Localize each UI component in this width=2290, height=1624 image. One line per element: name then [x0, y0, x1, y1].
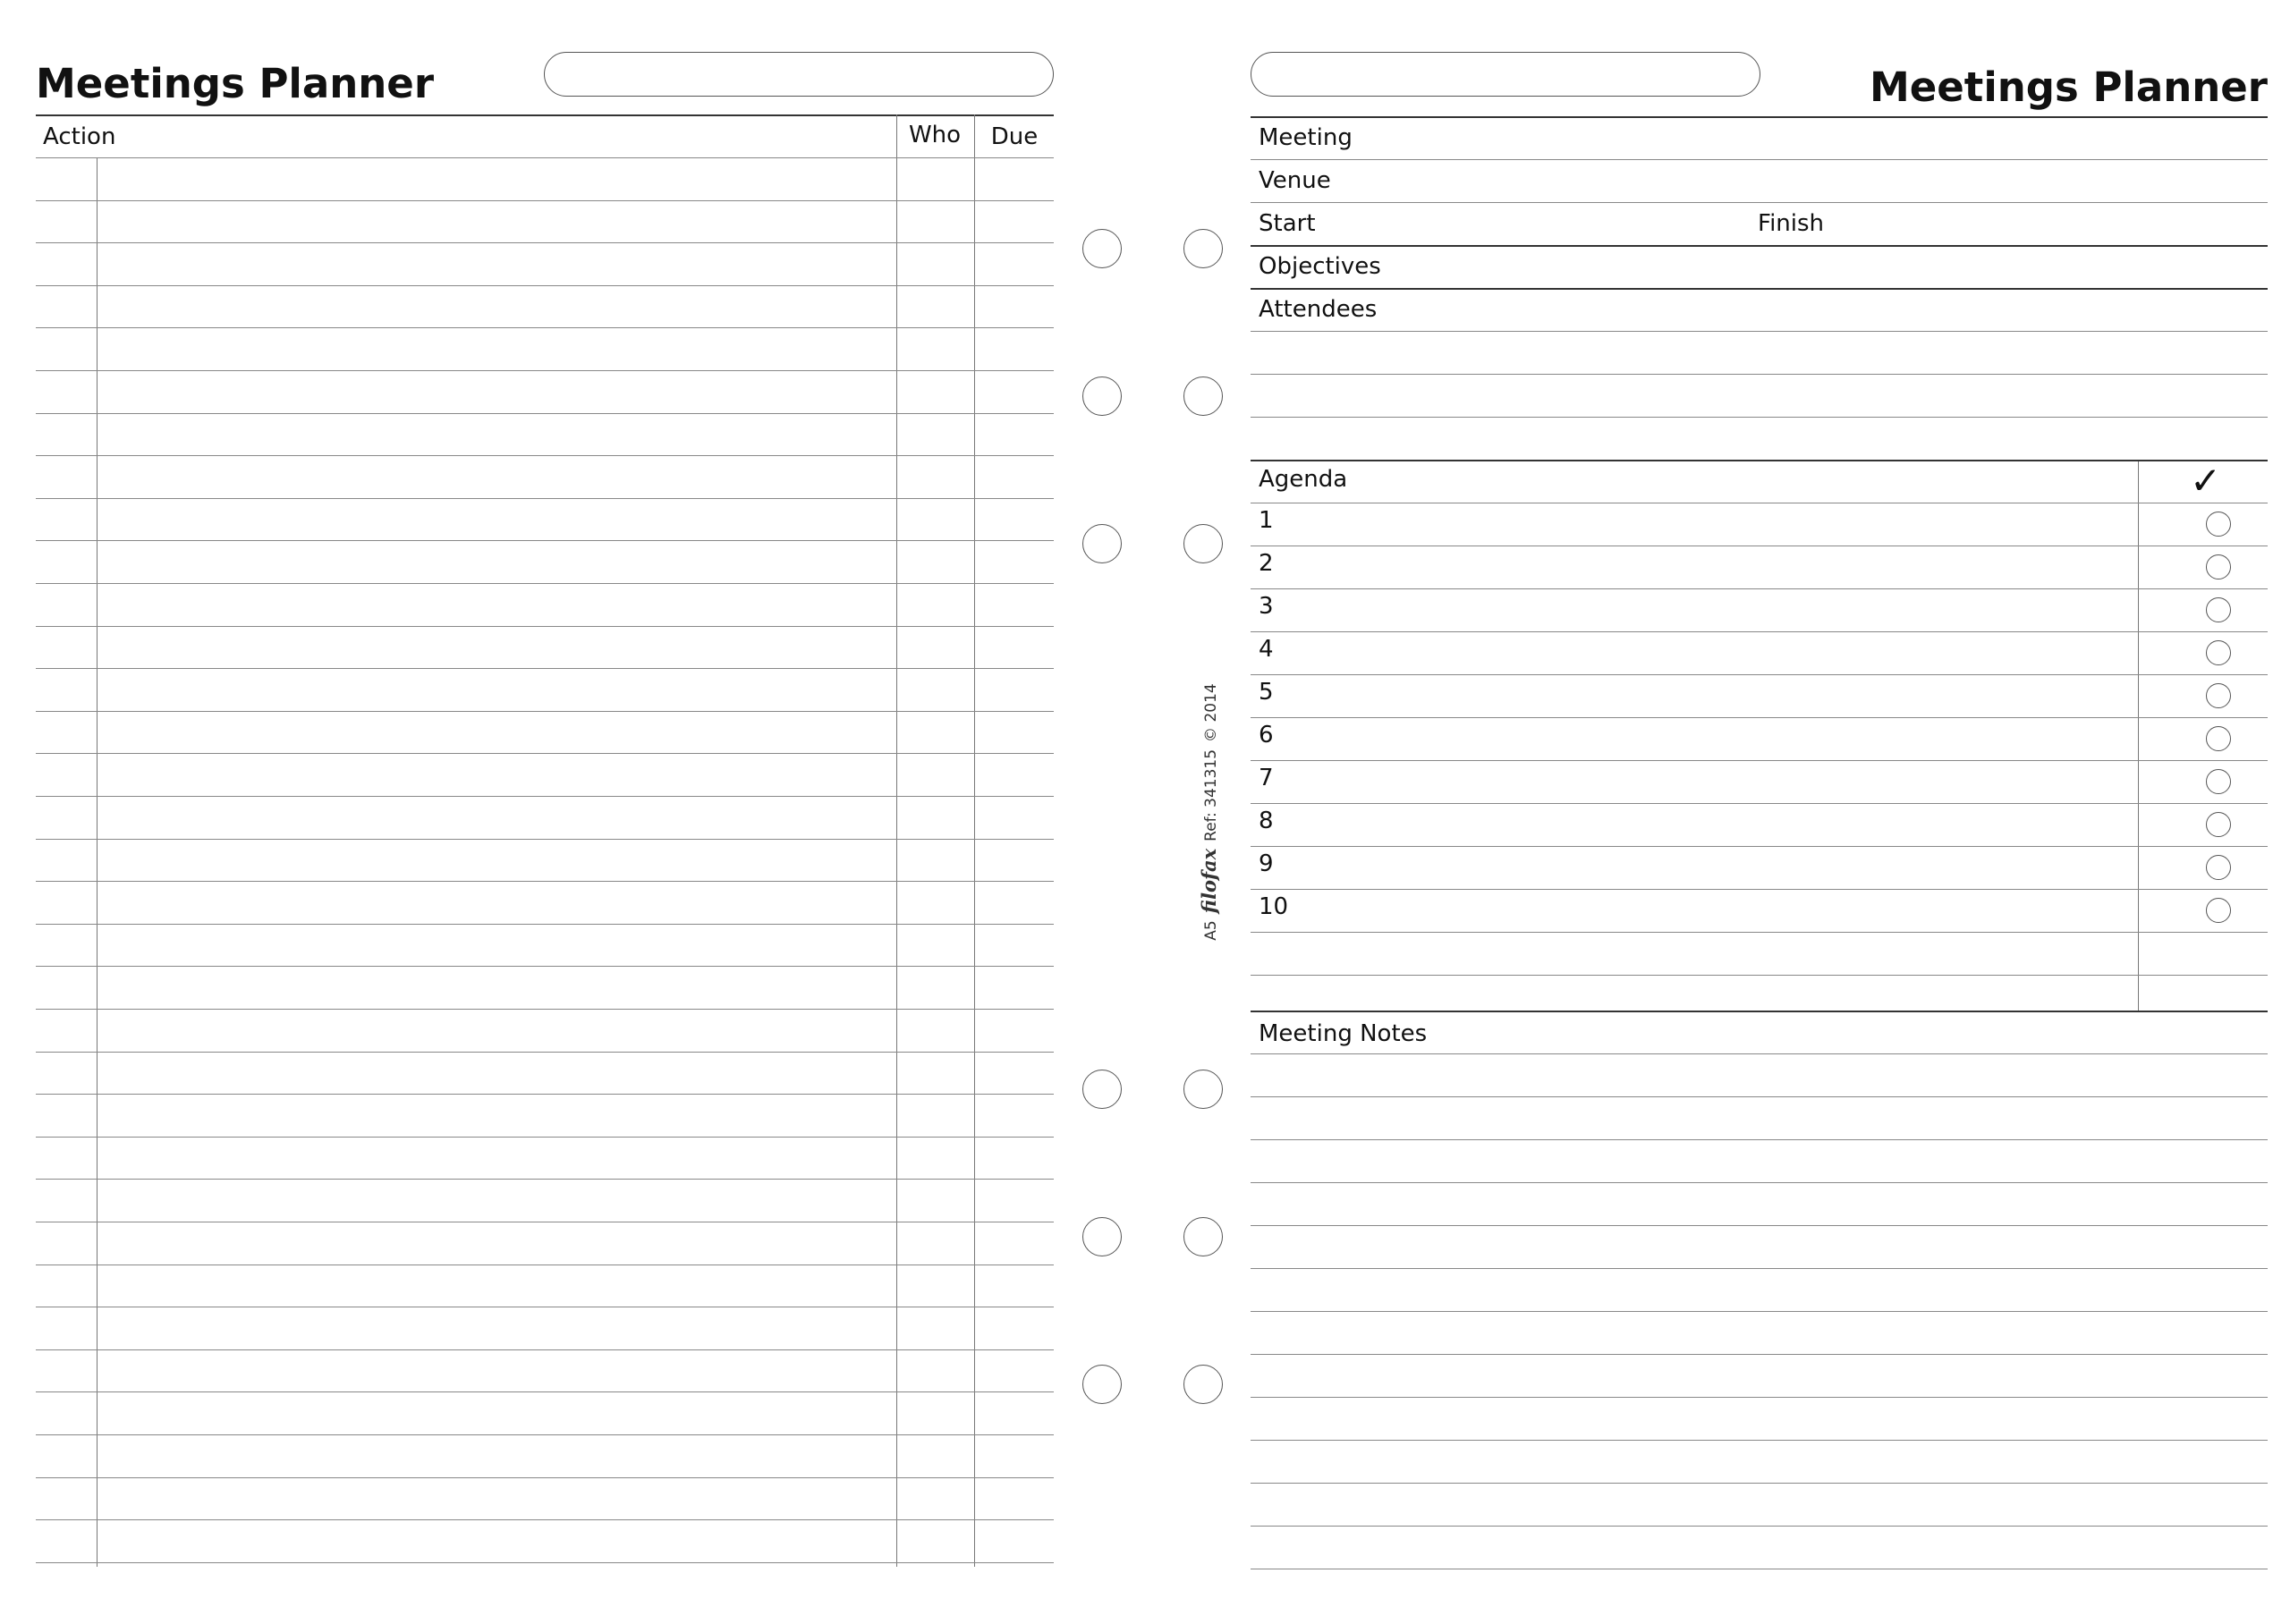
action-row-rule	[36, 157, 1054, 158]
agenda-item-number: 6	[1259, 722, 1274, 749]
agenda-row-rule	[1251, 588, 2268, 589]
action-row-rule	[36, 1009, 1054, 1010]
form-rule	[1251, 159, 2268, 160]
action-row-rule	[36, 1519, 1054, 1520]
agenda-row-rule	[1251, 631, 2268, 632]
agenda-item-checkbox[interactable]	[2206, 769, 2231, 794]
form-rule	[1251, 288, 2268, 290]
due-header: Due	[990, 123, 1039, 150]
page-title: Meetings Planner	[1869, 63, 2268, 111]
action-row-rule	[36, 668, 1054, 669]
agenda-row-rule	[1251, 717, 2268, 718]
agenda-check-column-divider	[2138, 460, 2139, 1012]
agenda-item-number: 7	[1259, 765, 1274, 791]
check-mark-icon: ✓	[2190, 459, 2222, 503]
form-rule	[1251, 1483, 2268, 1484]
brand-logo: filofax	[1198, 848, 1220, 914]
binder-hole	[1183, 376, 1223, 416]
binder-hole	[1082, 1217, 1122, 1256]
binder-hole	[1183, 1070, 1223, 1109]
action-row-rule	[36, 1052, 1054, 1053]
form-rule	[1251, 1096, 2268, 1097]
agenda-item-checkbox[interactable]	[2206, 726, 2231, 751]
agenda-item-checkbox[interactable]	[2206, 683, 2231, 708]
action-row-rule	[36, 455, 1054, 456]
form-rule	[1251, 202, 2268, 203]
venue-label: Venue	[1259, 167, 1331, 194]
form-rule	[1251, 1139, 2268, 1140]
paper-size: A5	[1202, 920, 1220, 941]
binder-hole	[1183, 524, 1223, 563]
action-row-rule	[36, 540, 1054, 541]
agenda-row-rule	[1251, 846, 2268, 847]
binder-hole	[1183, 229, 1223, 268]
form-rule	[1251, 1053, 2268, 1054]
binder-hole	[1183, 1217, 1223, 1256]
meeting-label: Meeting	[1259, 124, 1353, 151]
form-rule	[1251, 1354, 2268, 1355]
form-rule	[1251, 417, 2268, 418]
name-field-pill[interactable]	[544, 52, 1054, 97]
agenda-item-checkbox[interactable]	[2206, 855, 2231, 880]
agenda-item-checkbox[interactable]	[2206, 554, 2231, 579]
imprint	[1200, 683, 1220, 940]
agenda-row-rule	[1251, 889, 2268, 890]
agenda-item-number: 3	[1259, 593, 1274, 620]
agenda-item-checkbox[interactable]	[2206, 512, 2231, 537]
agenda-item-number: 4	[1259, 636, 1274, 663]
attendees-label: Attendees	[1259, 296, 1378, 323]
agenda-item-checkbox[interactable]	[2206, 812, 2231, 837]
form-rule	[1251, 374, 2268, 375]
agenda-top-rule	[1251, 460, 2268, 461]
action-row-rule	[36, 242, 1054, 243]
agenda-item-number: 8	[1259, 808, 1274, 834]
action-row-rule	[36, 796, 1054, 797]
binder-hole	[1183, 1365, 1223, 1404]
copyright: © 2014	[1202, 683, 1220, 742]
objectives-label: Objectives	[1259, 253, 1381, 280]
action-row-rule	[36, 1094, 1054, 1095]
action-row-rule	[36, 1562, 1054, 1563]
action-row-rule	[36, 839, 1054, 840]
action-row-rule	[36, 966, 1054, 967]
action-header: Action	[43, 123, 116, 150]
agenda-item-checkbox[interactable]	[2206, 640, 2231, 665]
header-top-rule	[1251, 116, 2268, 118]
agenda-row-rule	[1251, 760, 2268, 761]
binder-hole	[1082, 524, 1122, 563]
agenda-row-rule	[1251, 674, 2268, 675]
header-top-rule	[36, 114, 1054, 116]
action-row-rule	[36, 924, 1054, 925]
action-row-rule	[36, 413, 1054, 414]
agenda-row-rule	[1251, 803, 2268, 804]
form-rule	[1251, 1011, 2268, 1012]
agenda-item-number: 9	[1259, 850, 1274, 877]
action-row-rule	[36, 1137, 1054, 1138]
action-row-rule	[36, 1391, 1054, 1392]
form-rule	[1251, 1397, 2268, 1398]
page-title: Meetings Planner	[36, 60, 435, 107]
agenda-item-number: 2	[1259, 550, 1274, 577]
binder-hole	[1082, 1365, 1122, 1404]
action-row-rule	[36, 1434, 1054, 1435]
right-page	[1234, 0, 2290, 1624]
action-row-rule	[36, 327, 1054, 328]
form-rule	[1251, 1182, 2268, 1183]
form-rule	[1251, 1311, 2268, 1312]
action-row-rule	[36, 881, 1054, 882]
action-row-rule	[36, 711, 1054, 712]
action-row-rule	[36, 285, 1054, 286]
action-row-rule	[36, 753, 1054, 754]
start-label: Start	[1259, 210, 1316, 237]
action-row-rule	[36, 583, 1054, 584]
form-rule	[1251, 1440, 2268, 1441]
agenda-item-number: 10	[1259, 893, 1289, 920]
left-page	[0, 0, 1073, 1624]
agenda-item-number: 5	[1259, 679, 1274, 706]
binder-hole	[1082, 229, 1122, 268]
finish-label: Finish	[1758, 210, 1825, 237]
form-rule	[1251, 1526, 2268, 1527]
who-header: Who	[908, 122, 962, 148]
form-rule	[1251, 1225, 2268, 1226]
form-rule	[1251, 1268, 2268, 1269]
action-row-rule	[36, 370, 1054, 371]
agenda-row-rule	[1251, 932, 2268, 933]
agenda-item-number: 1	[1259, 507, 1274, 534]
agenda-item-checkbox[interactable]	[2206, 597, 2231, 622]
action-row-rule	[36, 200, 1054, 201]
action-row-rule	[36, 498, 1054, 499]
checkbox-column-divider	[97, 157, 98, 1567]
action-row-rule	[36, 626, 1054, 627]
agenda-label: Agenda	[1259, 466, 1348, 493]
agenda-item-checkbox[interactable]	[2206, 898, 2231, 923]
binder-hole	[1082, 376, 1122, 416]
binder-hole	[1082, 1070, 1122, 1109]
form-rule	[1251, 331, 2268, 332]
action-row-rule	[36, 1477, 1054, 1478]
action-row-rule	[36, 1349, 1054, 1350]
action-row-rule	[36, 1179, 1054, 1180]
agenda-row-rule	[1251, 975, 2268, 976]
meeting-notes-label: Meeting Notes	[1259, 1020, 1428, 1047]
name-field-pill[interactable]	[1251, 52, 1760, 97]
form-rule	[1251, 245, 2268, 247]
reference-number: Ref: 341315	[1202, 749, 1220, 842]
